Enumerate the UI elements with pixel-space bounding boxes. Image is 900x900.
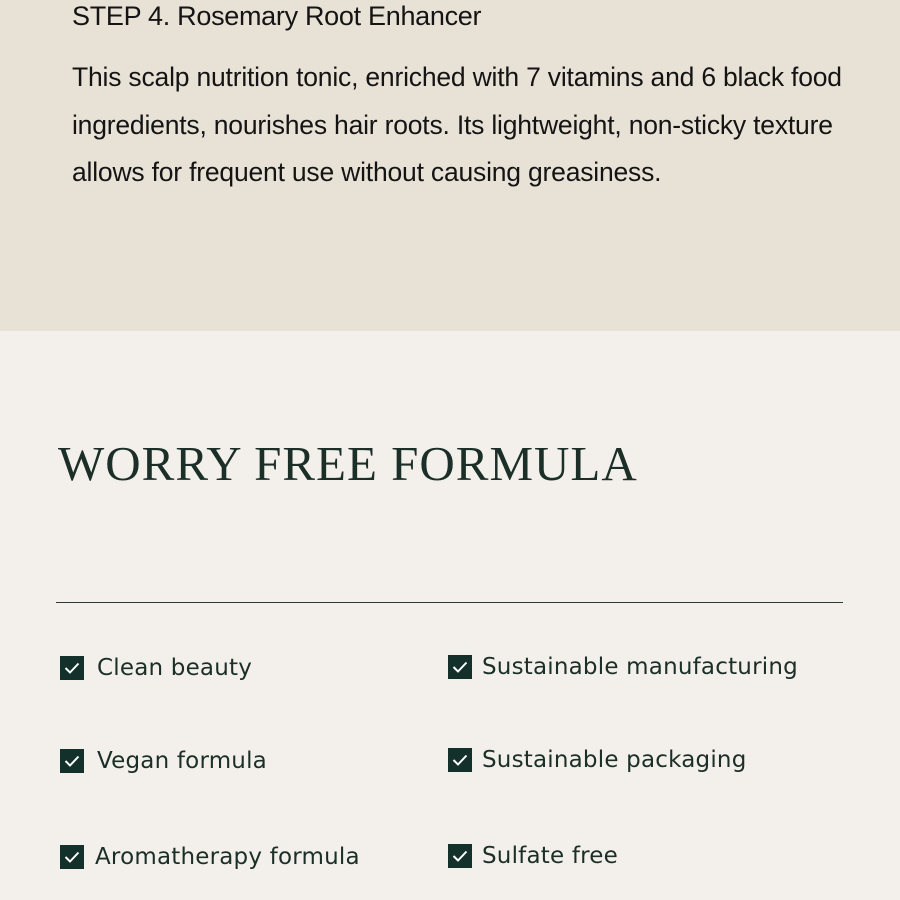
feature-label: Sulfate free [482, 843, 618, 869]
feature-item-clean-beauty [60, 653, 252, 683]
feature-item-vegan-formula [60, 746, 267, 776]
checkbox-checked-icon [60, 749, 84, 773]
formula-title: WORRY FREE FORMULA [58, 436, 638, 491]
step-section [0, 0, 900, 331]
feature-item-aromatherapy-formula [60, 842, 360, 872]
feature-item-sulfate-free [448, 841, 618, 871]
checkbox-checked-icon [448, 844, 472, 868]
step-description: This scalp nutrition tonic, enriched with 7 vitamins and 6 black food ingredients, nourishes hair roots. Its lightweight, non-sticky texture allows for frequent use without causing greasiness. [72, 62, 842, 188]
checkbox-checked-icon [60, 845, 84, 869]
section-divider [56, 602, 843, 603]
feature-label: Sustainable packaging [482, 747, 747, 773]
feature-label: Sustainable manufacturing [482, 654, 798, 680]
checkbox-checked-icon [60, 656, 84, 680]
step-title: STEP 4. Rosemary Root Enhancer [72, 1, 482, 31]
checkbox-checked-icon [448, 748, 472, 772]
feature-label: Aromatherapy formula [95, 844, 360, 870]
worry-free-formula-section [0, 331, 900, 900]
checkbox-checked-icon [448, 655, 472, 679]
feature-item-sustainable-manufacturing [448, 652, 798, 682]
feature-item-sustainable-packaging [448, 745, 747, 775]
feature-label: Clean beauty [97, 655, 253, 681]
feature-label: Vegan formula [97, 748, 267, 774]
